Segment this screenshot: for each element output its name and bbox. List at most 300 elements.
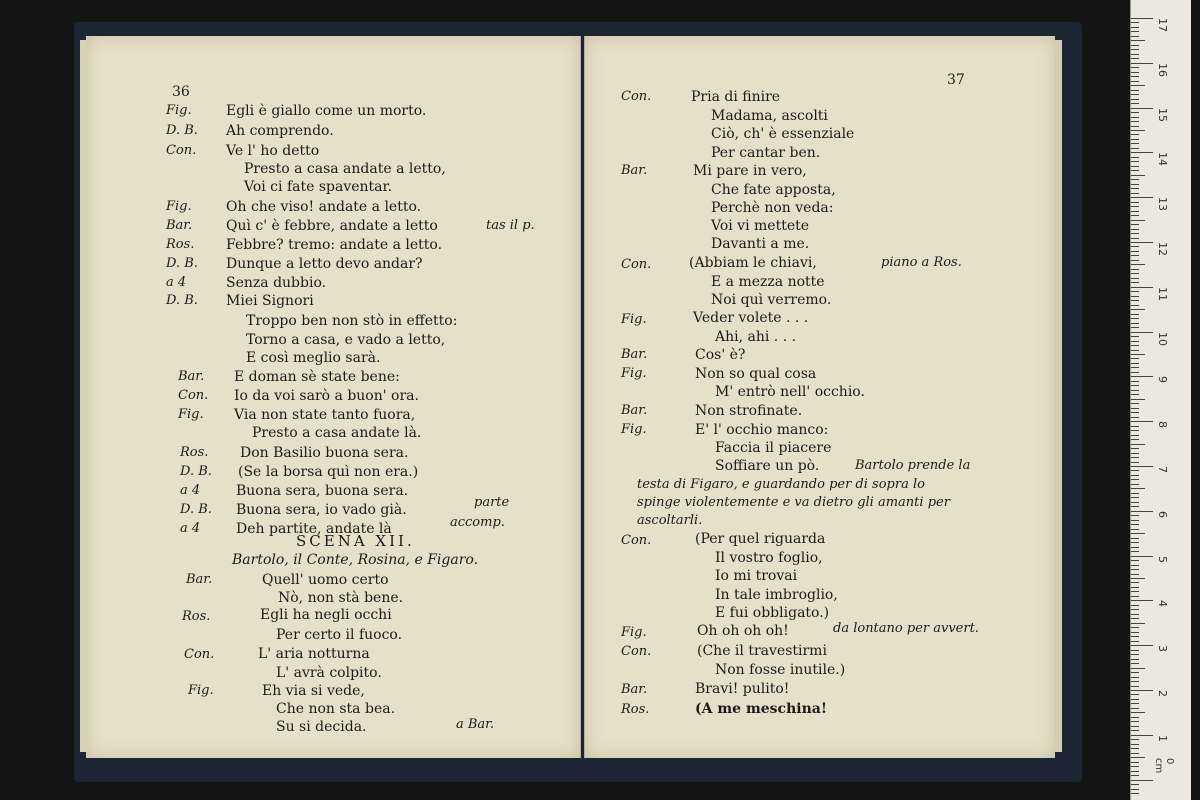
ruler-tick (1131, 457, 1139, 458)
ruler-tick (1131, 771, 1139, 772)
ruler-tick (1131, 565, 1139, 566)
speaker-label: Bar. (186, 572, 213, 587)
ruler-tick (1131, 22, 1139, 23)
speaker-label: Fig. (178, 407, 204, 422)
speaker-label: Con. (621, 533, 652, 548)
ruler-tick (1131, 134, 1139, 135)
speaker-label: Con. (621, 89, 652, 104)
verse-line: Nò, non stà bene. (278, 590, 404, 606)
ruler-tick (1131, 730, 1139, 731)
verse-line: Voi ci fate spaventar. (244, 179, 393, 195)
ruler-tick (1131, 157, 1139, 158)
ruler-number: 17 (1156, 18, 1169, 32)
ruler-tick (1131, 582, 1139, 583)
ruler-tick (1131, 789, 1139, 790)
ruler-tick (1131, 63, 1153, 64)
verse-line: Buona sera, buona sera. (236, 483, 409, 499)
speaker-label: a 4 (166, 275, 187, 290)
ruler-tick (1131, 166, 1139, 167)
ruler-tick (1131, 762, 1139, 763)
speaker-label: D. B. (180, 502, 212, 517)
ruler-number: 5 (1156, 555, 1169, 563)
verse-line: Cos' è? (695, 347, 746, 363)
ruler-tick (1131, 367, 1139, 368)
stage-direction: parte (474, 495, 510, 510)
ruler-tick (1131, 394, 1139, 395)
ruler-tick (1131, 152, 1153, 153)
ruler-tick (1131, 408, 1139, 409)
ruler-tick (1131, 435, 1139, 436)
ruler-tick (1131, 260, 1139, 261)
stage-direction: tas il p. (486, 218, 535, 233)
verse-line: L' aria notturna (258, 646, 370, 662)
right-page (584, 36, 1055, 758)
ruler-tick (1131, 238, 1139, 239)
ruler-tick (1131, 341, 1139, 342)
verse-line: Noi quì verremo. (711, 292, 832, 308)
ruler-tick (1131, 309, 1145, 310)
ruler-tick (1131, 211, 1139, 212)
verse-line: Che fate apposta, (711, 182, 836, 198)
verse-line: Madama, ascolti (711, 108, 828, 124)
ruler-tick (1131, 569, 1139, 570)
ruler-tick (1131, 574, 1139, 575)
measurement-ruler (1130, 0, 1191, 800)
ruler-tick (1131, 54, 1139, 55)
ruler-tick (1131, 623, 1145, 624)
verse-line: Che non sta bea. (276, 701, 396, 717)
verse-line: Non fosse inutile.) (715, 662, 846, 678)
verse-line: Veder volete . . . (693, 310, 809, 326)
verse-line: Quell' uomo certo (262, 572, 389, 588)
speaker-label: D. B. (180, 464, 212, 479)
ruler-tick (1131, 385, 1139, 386)
ruler-tick (1131, 497, 1139, 498)
ruler-tick (1131, 672, 1139, 673)
ruler-tick (1131, 753, 1139, 754)
ruler-tick (1131, 184, 1139, 185)
ruler-tick (1131, 412, 1139, 413)
verse-line: Davanti a me. (711, 236, 810, 252)
ruler-tick (1131, 130, 1145, 131)
ruler-tick (1131, 708, 1139, 709)
verse-line: Soffiare un pò. (715, 458, 820, 474)
speaker-label: Fig. (188, 683, 214, 698)
ruler-tick (1131, 511, 1153, 512)
ruler-tick (1131, 300, 1139, 301)
ruler-tick (1131, 67, 1139, 68)
ruler-tick (1131, 542, 1139, 543)
ruler-tick (1131, 600, 1153, 601)
ruler-tick (1131, 686, 1139, 687)
ruler-tick (1131, 627, 1139, 628)
ruler-number: 14 (1156, 152, 1169, 167)
ruler-tick (1131, 72, 1139, 73)
speaker-label: Bar. (621, 163, 648, 178)
verse-line: Faccia il piacere (715, 440, 832, 456)
ruler-tick (1131, 314, 1139, 315)
speaker-label: Con. (621, 257, 652, 272)
ruler-tick (1131, 712, 1145, 713)
verse-line: Deh partite, andate là (236, 521, 392, 537)
verse-line: Egli ha negli occhi (260, 607, 392, 623)
verse-line: Presto a casa andate là. (252, 425, 422, 441)
ruler-number: 1 (1156, 734, 1169, 742)
speaker-label: Fig. (621, 312, 647, 327)
speaker-label: Fig. (166, 103, 192, 118)
ruler-tick (1131, 251, 1139, 252)
ruler-tick (1131, 609, 1139, 610)
ruler-tick (1131, 242, 1153, 243)
speaker-label: Bar. (621, 403, 648, 418)
ruler-tick (1131, 108, 1153, 109)
ruler-number: 7 (1156, 466, 1169, 473)
page-number: 36 (172, 84, 190, 100)
ruler-tick (1131, 31, 1139, 32)
ruler-tick (1131, 58, 1139, 59)
ruler-tick (1131, 282, 1139, 283)
ruler-tick (1131, 264, 1145, 265)
ruler-tick (1131, 694, 1139, 695)
verse-line: Eh via si vede, (262, 683, 365, 699)
speaker-label: Bar. (621, 347, 648, 362)
speaker-label: Con. (178, 388, 209, 403)
ruler-tick (1131, 76, 1139, 77)
ruler-tick (1131, 327, 1139, 328)
ruler-tick (1131, 726, 1139, 727)
ruler-tick (1131, 578, 1145, 579)
ruler-tick (1131, 784, 1139, 785)
speaker-label: D. B. (166, 123, 198, 138)
verse-line: L' avrà colpito. (276, 665, 382, 681)
ruler-tick (1131, 614, 1139, 615)
verse-line: E così meglio sarà. (246, 350, 381, 366)
ruler-tick (1131, 650, 1139, 651)
ruler-tick (1131, 143, 1139, 144)
ruler-tick (1131, 278, 1139, 279)
ruler-number: 6 (1156, 510, 1169, 518)
ruler-tick (1131, 18, 1153, 19)
speaker-label: Bar. (621, 682, 648, 697)
verse-line: Voi vi mettete (711, 218, 810, 234)
ruler-tick (1131, 376, 1153, 377)
ruler-tick (1131, 112, 1139, 113)
ruler-tick (1131, 90, 1139, 91)
ruler-tick (1131, 224, 1139, 225)
ruler-tick (1131, 524, 1139, 525)
ruler-tick (1131, 475, 1139, 476)
ruler-tick (1131, 735, 1153, 736)
ruler-tick (1131, 766, 1139, 767)
ruler-tick (1131, 148, 1139, 149)
verse-line: Su si decida. (276, 719, 367, 735)
verse-line: (Per quel riguarda (695, 531, 826, 547)
speaker-label: Bar. (178, 369, 205, 384)
verse-line: (A me meschina! (695, 701, 827, 717)
ruler-tick (1131, 358, 1139, 359)
verse-line: Don Basilio buona sera. (240, 445, 409, 461)
ruler-tick (1131, 188, 1139, 189)
ruler-tick (1131, 547, 1139, 548)
verse-line: E fui obbligato.) (715, 605, 830, 621)
ruler-tick (1131, 748, 1139, 749)
verse-line: Per certo il fuoco. (276, 627, 403, 643)
ruler-tick (1131, 179, 1139, 180)
ruler-tick (1131, 618, 1139, 619)
ruler-tick (1131, 668, 1145, 669)
ruler-tick (1131, 296, 1139, 297)
verse-line: Io da voi sarò a buon' ora. (234, 388, 419, 404)
ruler-tick (1131, 444, 1145, 445)
speaker-label: D. B. (166, 256, 198, 271)
ruler-tick (1131, 246, 1139, 247)
ruler-tick (1131, 659, 1139, 660)
verse-line: Mi pare in vero, (693, 163, 807, 179)
ruler-tick (1131, 453, 1139, 454)
ruler-tick (1131, 681, 1139, 682)
page-number: 37 (947, 72, 965, 88)
verse-line: E a mezza notte (711, 274, 825, 290)
stage-direction: a Bar. (456, 717, 495, 732)
ruler-tick (1131, 85, 1145, 86)
ruler-number: 9 (1156, 376, 1169, 384)
verse-line: Troppo ben non stò in effetto: (246, 313, 458, 329)
verse-line: (Che il travestirmi (697, 643, 827, 659)
ruler-tick (1131, 94, 1139, 95)
ruler-tick (1131, 439, 1139, 440)
ruler-tick (1131, 206, 1139, 207)
ruler-tick (1131, 202, 1139, 203)
verse-line: Non strofinate. (695, 403, 803, 419)
ruler-tick (1131, 636, 1139, 637)
verse-line: Ve l' ho detto (226, 143, 320, 159)
speaker-label: a 4 (180, 521, 201, 536)
ruler-tick (1131, 354, 1145, 355)
verse-line: Non so qual cosa (695, 366, 817, 382)
ruler-tick (1131, 363, 1139, 364)
ruler-tick (1131, 291, 1139, 292)
ruler-tick (1131, 417, 1139, 418)
ruler-tick (1131, 426, 1139, 427)
ruler-tick (1131, 466, 1153, 467)
ruler-tick (1131, 117, 1139, 118)
ruler-tick (1131, 506, 1139, 507)
ruler-tick (1131, 739, 1139, 740)
stage-direction: testa di Figaro, e guardando per di sopra lo (637, 477, 925, 492)
verse-line: E doman sè state bene: (234, 369, 400, 385)
ruler-tick (1131, 233, 1139, 234)
stage-direction: piano a Ros. (881, 255, 962, 270)
scene-heading: SCENA XII. (296, 532, 415, 550)
ruler-tick (1131, 255, 1139, 256)
ruler-tick (1131, 193, 1139, 194)
ruler-tick (1131, 690, 1153, 691)
speaker-label: Ros. (182, 609, 211, 624)
verse-line: Pria di finire (691, 89, 781, 105)
speaker-label: Ros. (621, 702, 650, 717)
ruler-tick (1131, 538, 1139, 539)
ruler-tick (1131, 121, 1139, 122)
ruler-number: 13 (1156, 197, 1169, 212)
speaker-label: Fig. (621, 625, 647, 640)
verse-line: Dunque a letto devo andar? (226, 256, 423, 272)
ruler-tick (1131, 654, 1139, 655)
ruler-tick (1131, 587, 1139, 588)
speaker-label: Con. (621, 644, 652, 659)
ruler-tick (1131, 273, 1139, 274)
verse-line: In tale imbroglio, (715, 587, 838, 603)
stage-direction: da lontano per avvert. (833, 621, 979, 636)
ruler-tick (1131, 591, 1139, 592)
ruler-tick (1131, 197, 1153, 198)
ruler-tick (1131, 269, 1139, 270)
verse-line: Buona sera, io vado già. (236, 502, 407, 518)
ruler-tick (1131, 126, 1139, 127)
ruler-number: 16 (1156, 62, 1169, 77)
ruler-tick (1131, 605, 1139, 606)
ruler-tick (1131, 40, 1145, 41)
ruler-tick (1131, 305, 1139, 306)
verse-line: Oh che viso! andate a letto. (226, 199, 422, 215)
ruler-tick (1131, 372, 1139, 373)
ruler-tick (1131, 215, 1139, 216)
ruler-tick (1131, 350, 1139, 351)
ruler-tick (1131, 717, 1139, 718)
speaker-label: Ros. (166, 237, 195, 252)
ruler-tick (1131, 793, 1139, 794)
ruler-tick (1131, 49, 1139, 50)
stage-direction: spinge violentemente e va dietro gli amanti per (637, 495, 950, 510)
ruler-tick (1131, 287, 1153, 288)
ruler-tick (1131, 515, 1139, 516)
ruler-tick (1131, 596, 1139, 597)
verse-line: Ciò, ch' è essenziale (711, 126, 855, 142)
ruler-tick (1131, 632, 1139, 633)
ruler-tick (1131, 699, 1139, 700)
ruler-tick (1131, 645, 1153, 646)
verse-line: Febbre? tremo: andate a letto. (226, 237, 443, 253)
speaker-label: a 4 (180, 483, 201, 498)
ruler-number: 8 (1156, 421, 1169, 429)
speaker-label: Fig. (621, 422, 647, 437)
speaker-label: Con. (184, 647, 215, 662)
verse-line: Torno a casa, e vado a letto, (246, 332, 446, 348)
speaker-label: Fig. (166, 199, 192, 214)
ruler-tick (1131, 556, 1153, 557)
ruler-tick (1131, 529, 1139, 530)
ruler-tick (1131, 99, 1139, 100)
ruler-number: 15 (1156, 107, 1169, 122)
verse-line: (Se la borsa quì non era.) (238, 464, 419, 480)
ruler-tick (1131, 533, 1145, 534)
ruler-tick (1131, 780, 1153, 781)
ruler-tick (1131, 560, 1139, 561)
speaker-label: Fig. (621, 366, 647, 381)
verse-line: Perchè non veda: (711, 200, 834, 216)
speaker-label: Con. (166, 143, 197, 158)
ruler-tick (1131, 484, 1139, 485)
verse-line: Per cantar ben. (711, 145, 821, 161)
verse-line: Egli è giallo come un morto. (226, 103, 427, 119)
ruler-tick (1131, 479, 1139, 480)
verse-line: M' entrò nell' occhio. (715, 384, 865, 400)
ruler-number: 11 (1156, 286, 1169, 301)
ruler-tick (1131, 229, 1139, 230)
ruler-tick (1131, 323, 1139, 324)
ruler-tick (1131, 520, 1139, 521)
ruler-number: 2 (1156, 690, 1169, 697)
ruler-tick (1131, 462, 1139, 463)
verse-line: E' l' occhio manco: (695, 422, 829, 438)
ruler-tick (1131, 399, 1145, 400)
ruler-number: 12 (1156, 242, 1169, 256)
verse-line: Bravi! pulito! (695, 681, 790, 697)
ruler-tick (1131, 81, 1139, 82)
ruler-tick (1131, 336, 1139, 337)
speaker-label: D. B. (166, 293, 198, 308)
stage-direction: Bartolo prende la (855, 458, 971, 473)
ruler-tick (1131, 345, 1139, 346)
ruler-tick (1131, 403, 1139, 404)
ruler-tick (1131, 677, 1139, 678)
ruler-tick (1131, 430, 1139, 431)
ruler-tick (1131, 27, 1139, 28)
ruler-tick (1131, 161, 1139, 162)
ruler-tick (1131, 551, 1139, 552)
ruler-tick (1131, 175, 1145, 176)
ruler-tick (1131, 448, 1139, 449)
ruler-tick (1131, 170, 1139, 171)
ruler-tick (1131, 332, 1153, 333)
ruler-tick (1131, 757, 1145, 758)
ruler-tick (1131, 502, 1139, 503)
ruler-number: 4 (1156, 600, 1169, 608)
ruler-tick (1131, 220, 1145, 221)
verse-line: Presto a casa andate a letto, (244, 161, 446, 177)
stage-direction: accomp. (450, 515, 505, 530)
ruler-unit-label: 0 cm (1153, 758, 1175, 774)
speaker-label: Ros. (180, 445, 209, 460)
scene-characters: Bartolo, il Conte, Rosina, e Figaro. (232, 552, 479, 568)
ruler-number: 10 (1156, 331, 1169, 346)
ruler-tick (1131, 318, 1139, 319)
ruler-tick (1131, 421, 1153, 422)
ruler-tick (1131, 488, 1145, 489)
ruler-tick (1131, 381, 1139, 382)
verse-line: Io mi trovai (715, 568, 798, 584)
verse-line: Senza dubbio. (226, 275, 327, 291)
stage-direction: ascoltarli. (637, 513, 703, 528)
left-page (86, 36, 581, 758)
ruler-tick (1131, 703, 1139, 704)
ruler-tick (1131, 721, 1139, 722)
verse-line: Via non state tanto fuora, (234, 407, 416, 423)
ruler-tick (1131, 390, 1139, 391)
ruler-tick (1131, 493, 1139, 494)
ruler-tick (1131, 744, 1139, 745)
verse-line: Oh oh oh oh! (697, 623, 789, 639)
ruler-tick (1131, 775, 1139, 776)
verse-line: Il vostro foglio, (715, 550, 823, 566)
verse-line: (Abbiam le chiavi, (689, 255, 817, 271)
ruler-tick (1131, 45, 1139, 46)
ruler-tick (1131, 470, 1139, 471)
ruler-tick (1131, 36, 1139, 37)
verse-line: Ah comprendo. (226, 123, 334, 139)
speaker-label: Bar. (166, 218, 193, 233)
ruler-number: 3 (1156, 645, 1169, 653)
ruler-tick (1131, 139, 1139, 140)
